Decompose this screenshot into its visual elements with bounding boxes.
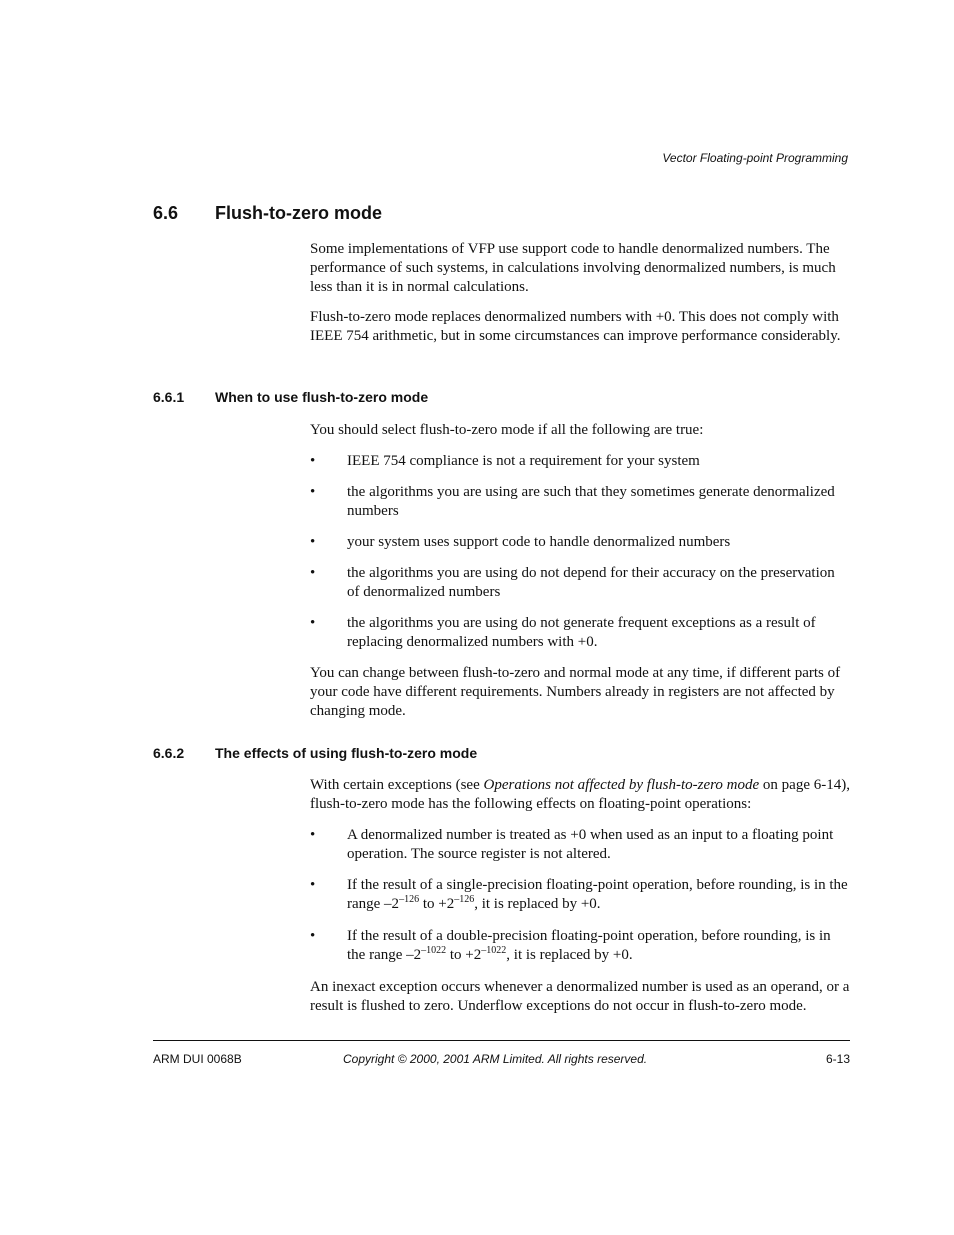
range-text-post: , it is replaced by +0. (474, 896, 601, 912)
sub2-lead (310, 776, 850, 814)
bullet-marker: • (310, 877, 316, 893)
subsection-title: The effects of using flush-to-zero mode (215, 745, 478, 761)
list-item (310, 452, 850, 471)
list-item-text: the algorithms you are using are such that they sometimes generate denormalized numbers (347, 484, 835, 519)
section-heading (153, 203, 382, 224)
sub1-closing: You can change between flush-to-zero and normal mode at any time, if different parts of your code have different requirements. Numbers already in registers are not affected by changing mode. (310, 665, 841, 719)
intro-paragraph-1: Some implementations of VFP use support code to handle denormalized numbers. The performance of such systems, in calculations involving denormalized numbers, is much less than it is in normal calculations. (310, 241, 836, 295)
list-item (310, 564, 850, 602)
sub1-lead: You should select flush-to-zero mode if all the following are true: (310, 422, 704, 438)
list-item-text: the algorithms you are using do not generate frequent exceptions as a result of replacing denormalized numbers with +0. (347, 615, 816, 650)
subsection-title: When to use flush-to-zero mode (215, 389, 429, 405)
range-text-mid: to +2 (419, 896, 455, 912)
bullet-marker: • (310, 484, 316, 500)
footer-page-number: 6-13 (825, 1052, 850, 1066)
footer-doc-id: ARM DUI 0068B (153, 1052, 242, 1066)
footer-copyright: Copyright © 2000, 2001 ARM Limited. All rights reserved. (343, 1052, 648, 1066)
section-number: 6.6 (153, 203, 179, 223)
list-item-text (347, 927, 850, 965)
cross-reference-link[interactable]: Operations not affected by flush-to-zero mode (483, 777, 760, 793)
list-item (310, 614, 850, 652)
list-item (310, 533, 850, 552)
subsection-heading-1 (153, 389, 428, 405)
bullet-marker: • (310, 615, 316, 631)
list-item (310, 876, 850, 914)
bullet-marker: • (310, 565, 316, 581)
exponent: –126 (399, 894, 420, 905)
subsection-number: 6.6.1 (153, 389, 185, 405)
running-header: Vector Floating-point Programming (662, 151, 848, 165)
range-text-pre: If the result of a double-precision floating-point operation, before rounding, is in the range –2 (347, 928, 831, 963)
footer-divider (153, 1040, 850, 1041)
list-item (310, 927, 850, 965)
list-item-text (347, 876, 850, 914)
list-item-text: IEEE 754 compliance is not a requirement for your system (347, 453, 700, 469)
exponent: –1022 (481, 945, 507, 956)
sub2-lead-post: on page 6-14), flush-to-zero mode has the following effects on floating-point operations: (310, 777, 850, 812)
exponent: –1022 (421, 945, 447, 956)
list-item-text: A denormalized number is treated as +0 when used as an input to a floating point operation. The source register is not altered. (347, 827, 834, 862)
section-title: Flush-to-zero mode (215, 203, 382, 223)
bullet-marker: • (310, 928, 316, 944)
sub2-lead-pre: With certain exceptions (see (310, 777, 484, 793)
bullet-marker: • (310, 453, 316, 469)
range-text-post: , it is replaced by +0. (506, 947, 633, 963)
exponent: –126 (454, 894, 475, 905)
subsection-number: 6.6.2 (153, 745, 185, 761)
range-text-pre: If the result of a single-precision floating-point operation, before rounding, is in the range –2 (347, 877, 848, 912)
bullet-marker: • (310, 827, 316, 843)
subsection-heading-2 (153, 745, 477, 761)
list-item (310, 483, 850, 521)
intro-paragraph-2: Flush-to-zero mode replaces denormalized numbers with +0. This does not comply with IEEE 754 arithmetic, but in some circumstances can improve performance considerably. (310, 309, 841, 344)
list-item-text: your system uses support code to handle denormalized numbers (347, 534, 731, 550)
bullet-marker: • (310, 534, 316, 550)
list-item-text: the algorithms you are using do not depend for their accuracy on the preservation of denormalized numbers (347, 565, 835, 600)
sub2-closing: An inexact exception occurs whenever a denormalized number is used as an operand, or a result is flushed to zero. Underflow exceptions do not occur in flush-to-zero mode. (310, 979, 850, 1014)
range-text-mid: to +2 (446, 947, 482, 963)
list-item (310, 826, 850, 864)
